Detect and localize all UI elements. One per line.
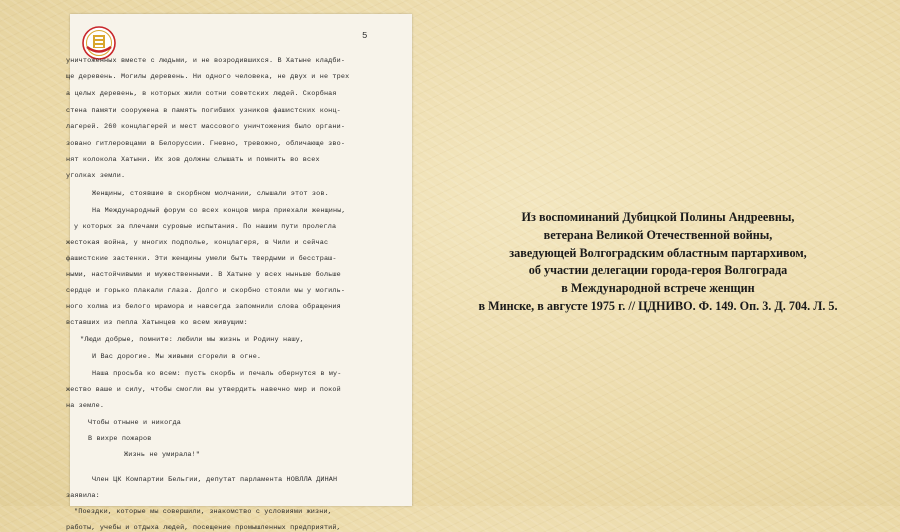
- text-line: стена памяти сооружена в память погибших узников фашистских конц-: [66, 107, 341, 115]
- text-line: заявила:: [66, 492, 100, 500]
- text-line: ного холма из белого мрамора и навсегда запомнили слова обращения: [66, 303, 341, 311]
- text-line: зовано гитлеровцами в Белоруссии. Гневно, тревожно, обличающе зво-: [66, 140, 346, 148]
- text-line: уголках земли.: [66, 172, 126, 180]
- text-line: сердце и горько плакали глаза. Долго и скорбно стояли мы у могиль-: [66, 287, 346, 295]
- text-line: "Люди добрые, помните: любили мы жизнь и Родину нашу,: [80, 336, 305, 344]
- text-line: а целых деревень, в которых жили сотни советских людей. Скорбная: [66, 90, 337, 98]
- caption-line: об участии делегации города-героя Волгограда: [528, 263, 788, 278]
- text-line: Жизнь не умирала!": [124, 451, 201, 459]
- caption: [448, 209, 868, 316]
- caption-line: Из воспоминаний Дубицкой Полины Андреевны,: [521, 210, 795, 224]
- page-number: 5: [362, 31, 368, 41]
- text-line: Женщины, стоявшие в скорбном молчании, слышали этот зов.: [92, 190, 329, 198]
- text-line: "Поездки, которые мы совершили, знакомство с условиями жизни,: [74, 508, 332, 516]
- text-line: на земле.: [66, 402, 105, 410]
- caption-line: в Международной встрече женщин: [561, 281, 755, 296]
- text-line: И Вас дорогие. Мы живыми сгорели в огне.: [92, 353, 262, 361]
- caption-line: заведующей Волгоградским областным партархивом,: [509, 245, 807, 260]
- text-line: На Международный форум со всех концов мира приехали женщины,: [92, 207, 346, 215]
- text-line: уничтоженных вместе с людьми, и не возродившихся. В Хатыне кладби-: [66, 57, 346, 65]
- text-line: Член ЦК Компартии Бельгии, депутат парламента НОВЛЛА ДИНАН: [92, 476, 338, 484]
- caption-line: ветерана Великой Отечественной войны,: [543, 227, 773, 242]
- text-line: нят колокола Хатыни. Их зов должны слышать и помнить во всех: [66, 156, 320, 164]
- text-line: Наша просьба ко всем: пусть скорбь и печаль обернутся в му-: [92, 370, 342, 378]
- text-line: ще деревень. Могилы деревень. Ни одного человека, не двух и не трех: [66, 73, 350, 81]
- caption-line: в Минске, в августе 1975 г. // ЦДНИВО. Ф. 149. Оп. 3. Д. 704. Л. 5.: [478, 298, 838, 313]
- text-line: у которых за плечами суровые испытания. По нашим пути пролегла: [74, 223, 337, 231]
- text-line: Чтобы отныне и никогда: [88, 419, 182, 427]
- typed-text: [66, 14, 412, 532]
- document-scan: [66, 14, 412, 532]
- text-line: фашистские застенки. Эти женщины умели быть твердыми и бесстраш-: [66, 255, 337, 263]
- text-line: В вихре пожаров: [88, 435, 152, 443]
- text-line: жество ваше и силу, чтобы смогли вы утвердить навечно мир и покой: [66, 386, 341, 394]
- text-line: жестокая война, у многих подполье, концлагеря, в Чили и сейчас: [66, 239, 329, 247]
- text-line: лагерей. 260 концлагерей и мест массового уничтожения было органи-: [66, 123, 346, 131]
- text-line: ными, настойчивыми и мужественными. В Хатыне у всех ныньше больше: [66, 271, 341, 279]
- text-line: вставших из пепла Хатынцев ко всем живущим:: [66, 319, 248, 327]
- text-line: работы, учебы и отдыха людей, посещение промышленных предприятий,: [66, 524, 341, 532]
